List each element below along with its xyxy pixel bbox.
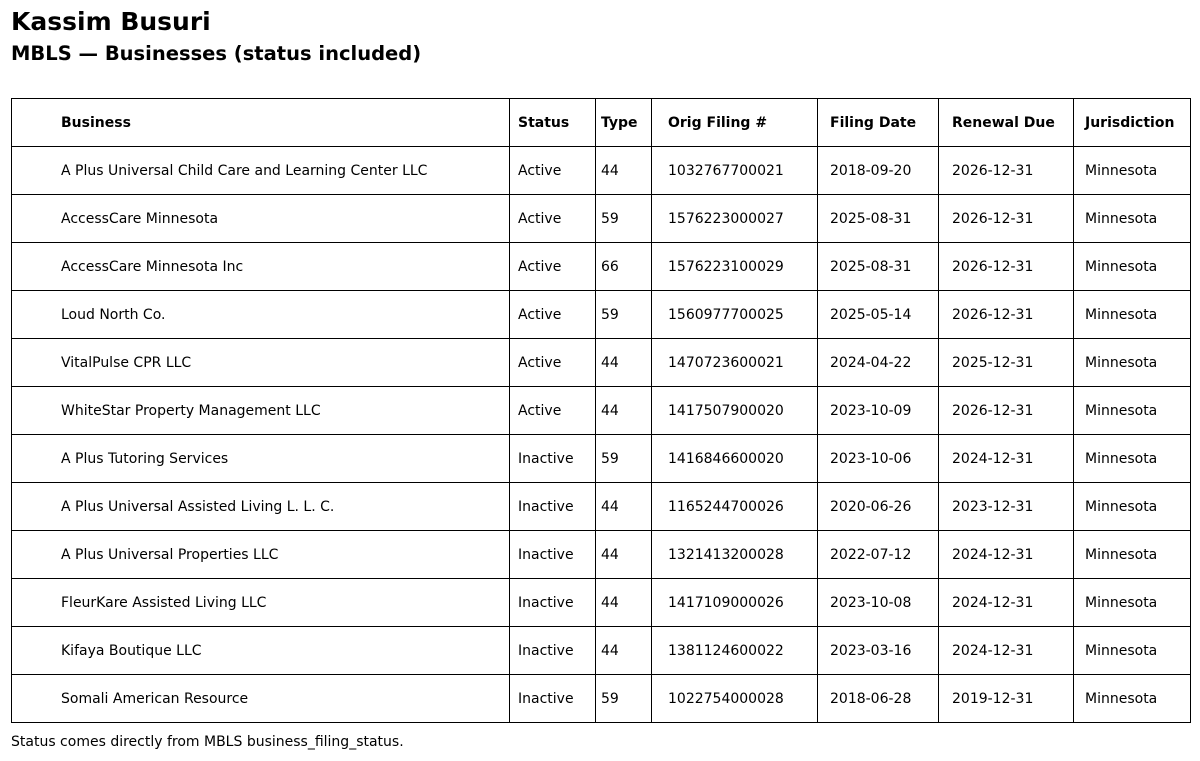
cell-orig-filing: 1560977700025 [652, 291, 818, 339]
cell-renewal-due: 2026-12-31 [939, 387, 1074, 435]
cell-business: A Plus Universal Child Care and Learning Center LLC [12, 147, 510, 195]
page-subtitle: MBLS — Businesses (status included) [11, 42, 422, 65]
cell-status: Inactive [510, 435, 596, 483]
cell-filing-date: 2020-06-26 [818, 483, 939, 531]
cell-business: Kifaya Boutique LLC [12, 627, 510, 675]
cell-orig-filing: 1470723600021 [652, 339, 818, 387]
table-row [12, 387, 1191, 435]
table-row [12, 675, 1191, 723]
cell-filing-date: 2023-10-06 [818, 435, 939, 483]
cell-business: VitalPulse CPR LLC [12, 339, 510, 387]
table-row [12, 147, 1191, 195]
footnote: Status comes directly from MBLS business_filing_status. [11, 734, 404, 750]
cell-renewal-due: 2026-12-31 [939, 243, 1074, 291]
cell-jurisdiction: Minnesota [1074, 291, 1191, 339]
cell-filing-date: 2023-03-16 [818, 627, 939, 675]
cell-type: 44 [596, 627, 652, 675]
cell-jurisdiction: Minnesota [1074, 147, 1191, 195]
cell-filing-date: 2025-08-31 [818, 243, 939, 291]
cell-renewal-due: 2026-12-31 [939, 291, 1074, 339]
cell-jurisdiction: Minnesota [1074, 387, 1191, 435]
header-business: Business [12, 99, 510, 147]
table-row [12, 483, 1191, 531]
cell-filing-date: 2018-06-28 [818, 675, 939, 723]
cell-orig-filing: 1417109000026 [652, 579, 818, 627]
cell-jurisdiction: Minnesota [1074, 339, 1191, 387]
header-renewal-due: Renewal Due [939, 99, 1074, 147]
cell-filing-date: 2023-10-08 [818, 579, 939, 627]
cell-jurisdiction: Minnesota [1074, 243, 1191, 291]
cell-jurisdiction: Minnesota [1074, 627, 1191, 675]
page-title: Kassim Busuri [11, 7, 211, 36]
cell-renewal-due: 2024-12-31 [939, 579, 1074, 627]
cell-status: Inactive [510, 483, 596, 531]
cell-renewal-due: 2026-12-31 [939, 195, 1074, 243]
cell-type: 44 [596, 387, 652, 435]
cell-status: Inactive [510, 579, 596, 627]
cell-renewal-due: 2024-12-31 [939, 627, 1074, 675]
cell-filing-date: 2022-07-12 [818, 531, 939, 579]
cell-filing-date: 2018-09-20 [818, 147, 939, 195]
cell-business: WhiteStar Property Management LLC [12, 387, 510, 435]
cell-business: Loud North Co. [12, 291, 510, 339]
table-row [12, 579, 1191, 627]
cell-renewal-due: 2026-12-31 [939, 147, 1074, 195]
cell-orig-filing: 1022754000028 [652, 675, 818, 723]
header-status: Status [510, 99, 596, 147]
cell-type: 44 [596, 339, 652, 387]
cell-orig-filing: 1165244700026 [652, 483, 818, 531]
cell-status: Active [510, 147, 596, 195]
cell-jurisdiction: Minnesota [1074, 531, 1191, 579]
cell-business: Somali American Resource [12, 675, 510, 723]
header-type: Type [596, 99, 652, 147]
cell-orig-filing: 1576223000027 [652, 195, 818, 243]
cell-type: 59 [596, 291, 652, 339]
cell-status: Inactive [510, 531, 596, 579]
cell-status: Inactive [510, 627, 596, 675]
cell-renewal-due: 2019-12-31 [939, 675, 1074, 723]
cell-jurisdiction: Minnesota [1074, 195, 1191, 243]
cell-jurisdiction: Minnesota [1074, 579, 1191, 627]
cell-orig-filing: 1381124600022 [652, 627, 818, 675]
cell-business: A Plus Universal Assisted Living L. L. C. [12, 483, 510, 531]
cell-type: 59 [596, 195, 652, 243]
cell-renewal-due: 2024-12-31 [939, 435, 1074, 483]
cell-business: AccessCare Minnesota [12, 195, 510, 243]
businesses-table [11, 98, 1191, 723]
table-row [12, 435, 1191, 483]
header-jurisdiction: Jurisdiction [1074, 99, 1191, 147]
cell-type: 44 [596, 531, 652, 579]
cell-type: 59 [596, 675, 652, 723]
cell-jurisdiction: Minnesota [1074, 483, 1191, 531]
cell-renewal-due: 2025-12-31 [939, 339, 1074, 387]
cell-type: 44 [596, 483, 652, 531]
cell-type: 44 [596, 579, 652, 627]
cell-renewal-due: 2023-12-31 [939, 483, 1074, 531]
cell-type: 66 [596, 243, 652, 291]
cell-status: Active [510, 387, 596, 435]
table-row [12, 195, 1191, 243]
cell-orig-filing: 1417507900020 [652, 387, 818, 435]
table-row [12, 627, 1191, 675]
table-row [12, 291, 1191, 339]
cell-filing-date: 2025-05-14 [818, 291, 939, 339]
cell-filing-date: 2023-10-09 [818, 387, 939, 435]
cell-orig-filing: 1416846600020 [652, 435, 818, 483]
cell-type: 59 [596, 435, 652, 483]
header-orig-filing: Orig Filing # [652, 99, 818, 147]
cell-orig-filing: 1321413200028 [652, 531, 818, 579]
cell-business: A Plus Universal Properties LLC [12, 531, 510, 579]
cell-business: AccessCare Minnesota Inc [12, 243, 510, 291]
cell-renewal-due: 2024-12-31 [939, 531, 1074, 579]
cell-status: Active [510, 195, 596, 243]
table-body [12, 147, 1191, 723]
cell-jurisdiction: Minnesota [1074, 675, 1191, 723]
cell-status: Active [510, 339, 596, 387]
table-row [12, 339, 1191, 387]
cell-status: Active [510, 291, 596, 339]
cell-orig-filing: 1032767700021 [652, 147, 818, 195]
cell-business: FleurKare Assisted Living LLC [12, 579, 510, 627]
cell-type: 44 [596, 147, 652, 195]
cell-jurisdiction: Minnesota [1074, 435, 1191, 483]
header-filing-date: Filing Date [818, 99, 939, 147]
table-row [12, 531, 1191, 579]
cell-status: Active [510, 243, 596, 291]
table-header-row [12, 99, 1191, 147]
table-row [12, 243, 1191, 291]
cell-status: Inactive [510, 675, 596, 723]
cell-filing-date: 2025-08-31 [818, 195, 939, 243]
cell-orig-filing: 1576223100029 [652, 243, 818, 291]
cell-business: A Plus Tutoring Services [12, 435, 510, 483]
cell-filing-date: 2024-04-22 [818, 339, 939, 387]
